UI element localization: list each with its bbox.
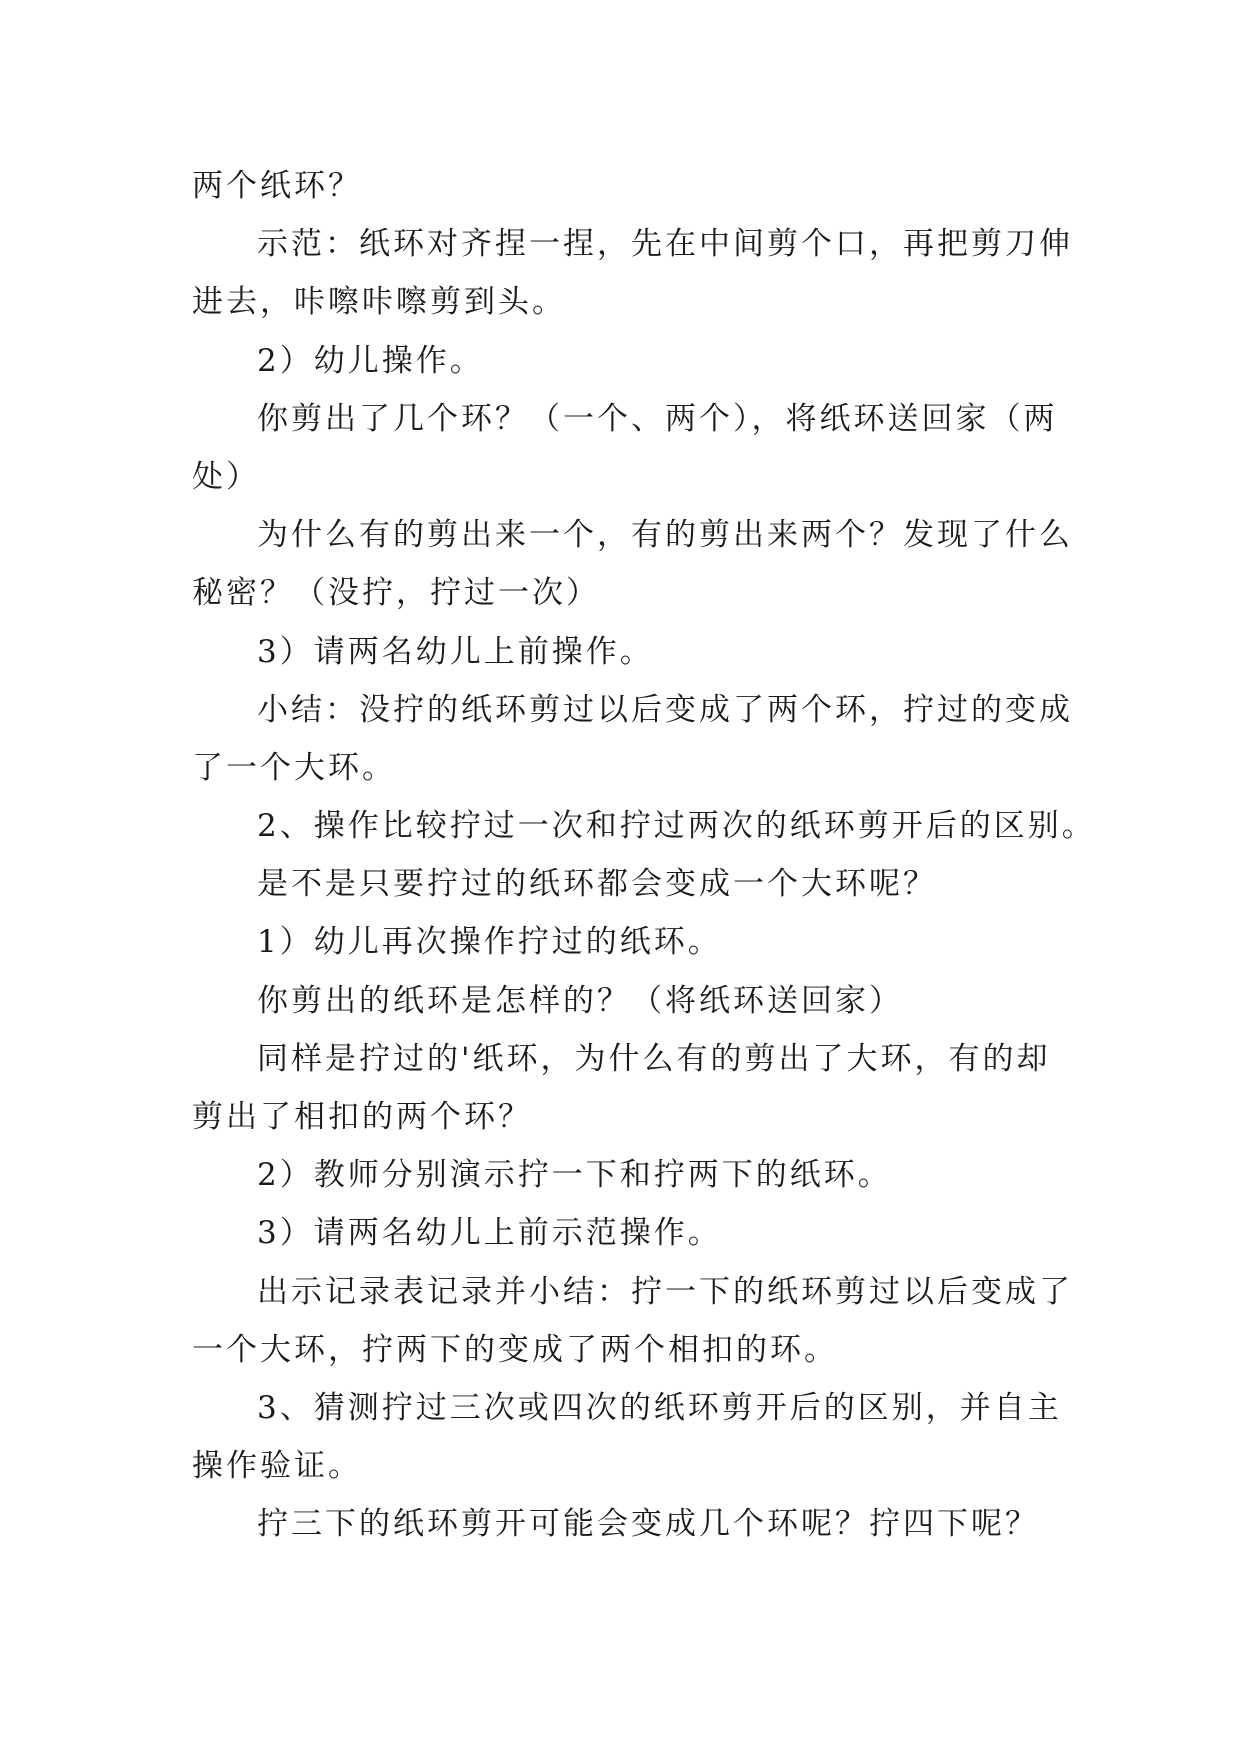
text-line-24: 拧三下的纸环剪开可能会变成几个环呢？拧四下呢？ [257,1506,1039,1543]
document-body [192,157,1096,1554]
text-line-13: 是不是只要拧过的纸环都会变成一个大环呢？ [257,866,937,903]
text-line-7: 为什么有的剪出来一个，有的剪出来两个？发现了什么 [257,517,1073,554]
text-line-8: 秘密？（没拧，拧过一次） [192,575,600,612]
text-line-20: 出示记录表记录并小结：拧一下的纸环剪过以后变成了 [257,1273,1073,1310]
text-line-19: 3）请两名幼儿上前示范操作。 [257,1215,722,1252]
text-line-9: 3）请两名幼儿上前操作。 [257,633,654,670]
text-line-16: 同样是拧过的'纸环，为什么有的剪出了大环，有的却 [257,1040,1051,1077]
text-line-15: 你剪出的纸环是怎样的？（将纸环送回家） [257,982,903,1019]
text-line-5: 你剪出了几个环？（一个、两个），将纸环送回家（两 [257,400,1058,437]
text-line-11: 了一个大环。 [192,749,396,786]
text-line-1: 两个纸环？ [192,168,362,204]
text-line-17: 剪出了相扣的两个环？ [192,1099,532,1135]
text-line-22: 3、猜测拧过三次或四次的纸环剪开后的区别，并自主 [257,1389,1062,1426]
text-line-12: 2、操作比较拧过一次和拧过两次的纸环剪开后的区别。 [257,808,1096,845]
text-line-18: 2）教师分别演示拧一下和拧两下的纸环。 [257,1157,892,1194]
text-line-14: 1）幼儿再次操作拧过的纸环。 [257,924,722,961]
text-line-21: 一个大环，拧两下的变成了两个相扣的环。 [192,1331,838,1368]
text-line-10: 小结：没拧的纸环剪过以后变成了两个环，拧过的变成 [257,691,1073,728]
text-line-3: 进去，咔嚓咔嚓剪到头。 [192,284,566,321]
text-line-4: 2）幼儿操作。 [257,342,484,379]
text-line-2: 示范：纸环对齐捏一捏，先在中间剪个口，再把剪刀伸 [257,226,1073,263]
text-line-6: 处） [192,458,260,495]
text-line-23: 操作验证。 [192,1448,362,1485]
